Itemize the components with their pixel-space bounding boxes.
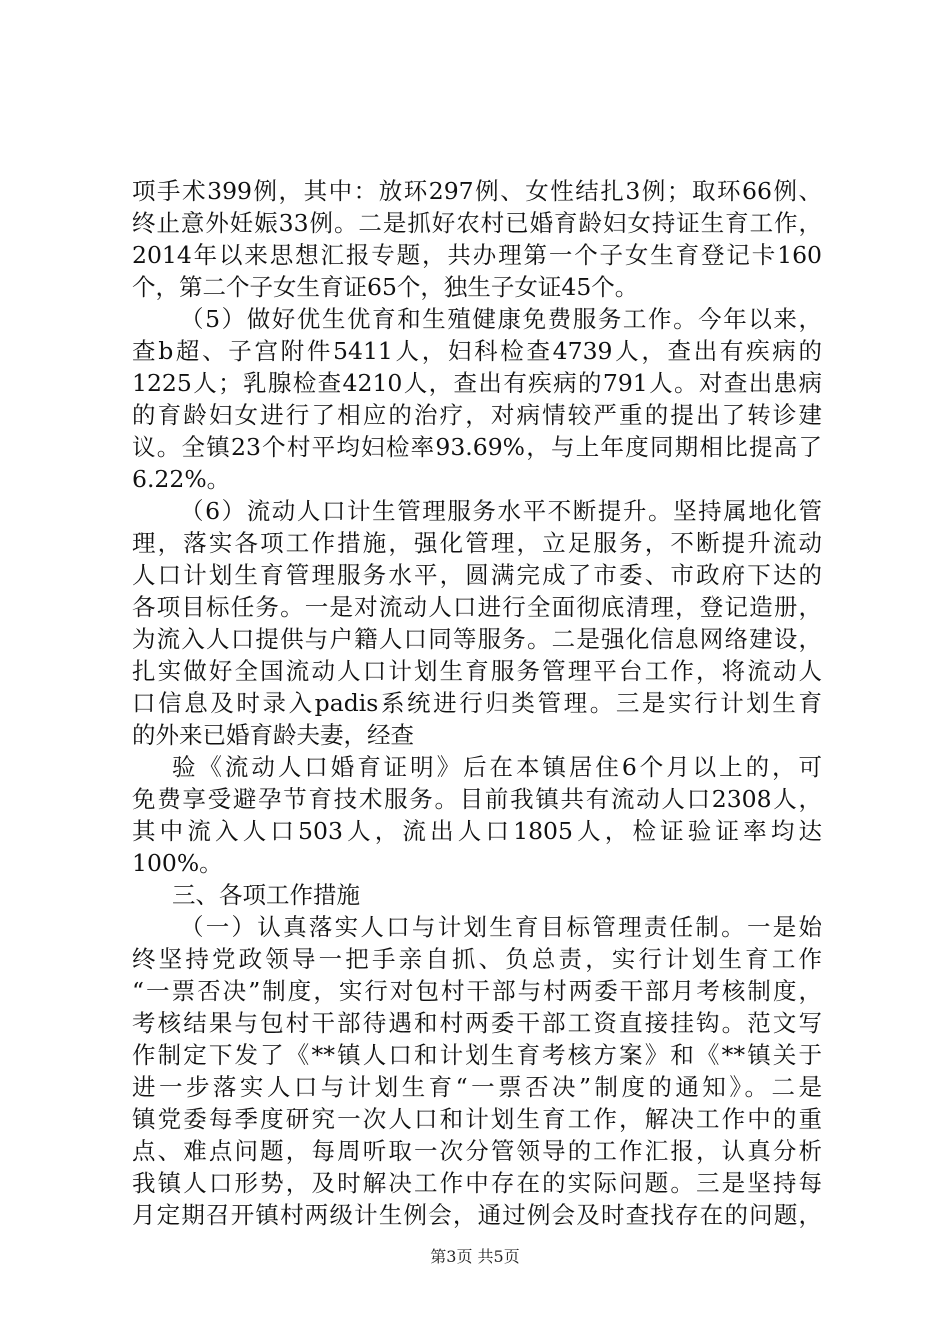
text-line: 的育龄妇女进行了相应的治疗，对病情较严重的提出了转诊建 [132,401,822,429]
paragraph-start-line: （一）认真落实人口与计划生育目标管理责任制。一是始 [180,913,822,941]
text-line: 6.22%。 [132,465,231,493]
text-line: 点、难点问题，每周听取一次分管领导的工作汇报，认真分析 [132,1137,822,1165]
text-line: 扎实做好全国流动人口计划生育服务管理平台工作，将流动人 [132,657,822,685]
text-line: 项手术399例，其中：放环297例、女性结扎3例；取环66例、 [132,177,822,205]
paragraph-start-line: （6）流动人口计生管理服务水平不断提升。坚持属地化管 [180,497,822,525]
text-line: 个，第二个子女生育证65个，独生子女证45个。 [132,273,639,301]
text-line: 人口计划生育管理服务水平，圆满完成了市委、市政府下达的 [132,561,822,589]
text-line: 100%。 [132,849,223,877]
text-line: 终止意外妊娠33例。二是抓好农村已婚育龄妇女持证生育工作， [132,209,822,237]
section-heading: 三、各项工作措施 [172,881,360,909]
text-line: 考核结果与包村干部待遇和村两委干部工资直接挂钩。范文写 [132,1009,822,1037]
text-line: 镇党委每季度研究一次人口和计划生育工作，解决工作中的重 [132,1105,822,1133]
text-line: 1225人；乳腺检查4210人，查出有疾病的791人。对查出患病 [132,369,822,397]
text-line: 口信息及时录入padis系统进行归类管理。三是实行计划生育 [132,689,822,717]
text-line: 为流入人口提供与户籍人口同等服务。二是强化信息网络建设， [132,625,822,653]
paragraph-start-line: （5）做好优生优育和生殖健康免费服务工作。今年以来， [180,305,822,333]
text-line: 免费享受避孕节育技术服务。目前我镇共有流动人口2308人， [132,785,822,813]
text-line: 2014年以来思想汇报专题，共办理第一个子女生育登记卡160 [132,241,822,269]
text-line: 月定期召开镇村两级计生例会，通过例会及时查找存在的问题， [132,1201,822,1229]
page-number-footer: 第3页 共5页 [430,1247,520,1266]
text-line: 各项目标任务。一是对流动人口进行全面彻底清理，登记造册， [132,593,822,621]
text-line: 议。全镇23个村平均妇检率93.69%，与上年度同期相比提高了 [132,433,822,461]
text-line: 作制定下发了《**镇人口和计划生育考核方案》和《**镇关于 [132,1041,822,1069]
text-line: 的外来已婚育龄夫妻，经查 [132,721,414,749]
document-body [132,175,822,1231]
text-line: “一票否决”制度，实行对包村干部与村两委干部月考核制度， [132,977,822,1005]
paragraph-start-line: 验《流动人口婚育证明》后在本镇居住6个月以上的，可 [172,753,822,781]
text-line: 查b超、子宫附件5411人，妇科检查4739人，查出有疾病的 [132,337,822,365]
text-line: 终坚持党政领导一把手亲自抓、负总责，实行计划生育工作 [132,945,822,973]
text-line: 进一步落实人口与计划生育“一票否决”制度的通知》。二是 [132,1073,822,1101]
text-line: 理，落实各项工作措施，强化管理，立足服务，不断提升流动 [132,529,822,557]
text-line: 其中流入人口503人，流出人口1805人，检证验证率均达 [132,817,822,845]
text-line: 我镇人口形势，及时解决工作中存在的实际问题。三是坚持每 [132,1169,822,1197]
